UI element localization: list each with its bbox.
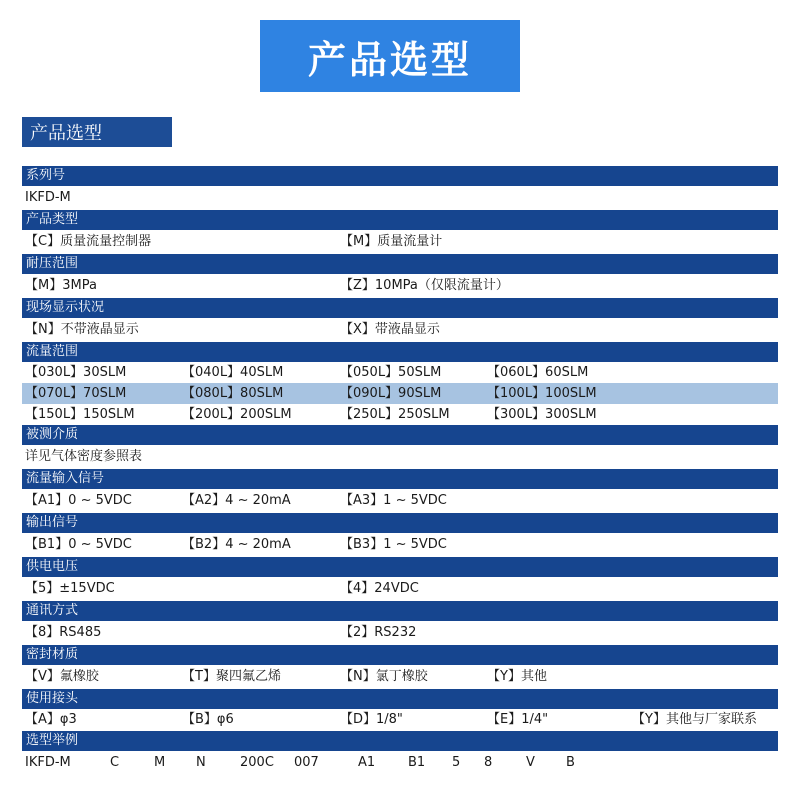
section-subtitle: 产品选型	[22, 117, 172, 147]
section-header: 供电电压	[22, 557, 778, 577]
section-header: 流量输入信号	[22, 469, 778, 489]
option-cell: 【B1】0 ~ 5VDC	[25, 537, 132, 552]
option-cell: 【Y】其他与厂家联系	[632, 712, 757, 727]
option-cell: 【Y】其他	[487, 669, 547, 684]
option-cell: 【A1】0 ~ 5VDC	[25, 493, 132, 508]
section-header: 现场显示状况	[22, 298, 778, 318]
section-header: 耐压范围	[22, 254, 778, 274]
option-row	[22, 665, 778, 689]
section-header: 流量范围	[22, 342, 778, 362]
option-cell: 【050L】50SLM	[340, 365, 442, 380]
section-header: 通讯方式	[22, 601, 778, 621]
option-cell: 【D】1/8"	[340, 712, 403, 727]
option-cell: C	[110, 755, 120, 770]
option-cell: 【300L】300SLM	[487, 407, 597, 422]
option-cell: 【V】氟橡胶	[25, 669, 99, 684]
option-cell: 【100L】100SLM	[487, 386, 597, 401]
option-row	[22, 577, 778, 601]
option-cell: 【150L】150SLM	[25, 407, 135, 422]
option-cell: 【X】带液晶显示	[340, 322, 440, 337]
option-cell: 【A】φ3	[25, 712, 77, 727]
option-cell: 【Z】10MPa（仅限流量计）	[340, 278, 509, 293]
option-cell: 007	[294, 755, 319, 770]
option-row	[22, 533, 778, 557]
section-header: 产品类型	[22, 210, 778, 230]
option-cell: 【060L】60SLM	[487, 365, 589, 380]
option-cell: 【250L】250SLM	[340, 407, 450, 422]
option-cell: 【B2】4 ~ 20mA	[182, 537, 291, 552]
option-row	[22, 230, 778, 254]
option-cell: 【5】±15VDC	[25, 581, 115, 596]
option-cell: 8	[484, 755, 493, 770]
option-row	[22, 362, 778, 383]
option-cell: 【030L】30SLM	[25, 365, 127, 380]
section-header: 使用接头	[22, 689, 778, 709]
selection-table	[22, 166, 778, 775]
option-row	[22, 186, 778, 210]
option-cell: IKFD-M	[25, 755, 71, 770]
option-cell: 【M】质量流量计	[340, 234, 443, 249]
option-cell: 【N】不带液晶显示	[25, 322, 139, 337]
banner-title: 产品选型	[260, 20, 520, 92]
option-row	[22, 489, 778, 513]
option-cell: 【2】RS232	[340, 625, 417, 640]
section-header: 系列号	[22, 166, 778, 186]
option-cell: IKFD-M	[25, 190, 71, 205]
option-row	[22, 318, 778, 342]
option-cell: 【C】质量流量控制器	[25, 234, 152, 249]
option-cell: 【B3】1 ~ 5VDC	[340, 537, 447, 552]
option-cell: 200C	[240, 755, 274, 770]
option-cell: 【E】1/4"	[487, 712, 549, 727]
option-row	[22, 621, 778, 645]
option-row	[22, 445, 778, 469]
option-cell: B	[566, 755, 575, 770]
option-cell: 5	[452, 755, 461, 770]
option-cell: 【A2】4 ~ 20mA	[182, 493, 291, 508]
section-header: 选型举例	[22, 731, 778, 751]
option-cell: 【M】3MPa	[25, 278, 97, 293]
option-cell: 【090L】90SLM	[340, 386, 442, 401]
option-cell: B1	[408, 755, 426, 770]
option-cell: 【070L】70SLM	[25, 386, 127, 401]
option-cell: 【040L】40SLM	[182, 365, 284, 380]
option-cell: 【8】RS485	[25, 625, 102, 640]
option-cell: M	[154, 755, 166, 770]
option-cell: 【N】氯丁橡胶	[340, 669, 428, 684]
option-row	[22, 751, 778, 775]
option-cell: 【4】24VDC	[340, 581, 419, 596]
option-cell: A1	[358, 755, 376, 770]
option-row	[22, 404, 778, 425]
option-row	[22, 709, 778, 731]
option-cell: N	[196, 755, 206, 770]
option-cell: V	[526, 755, 535, 770]
option-row	[22, 274, 778, 298]
option-cell: 【080L】80SLM	[182, 386, 284, 401]
option-cell: 【B】φ6	[182, 712, 234, 727]
option-cell: 详见气体密度参照表	[25, 449, 143, 464]
section-header: 被测介质	[22, 425, 778, 445]
section-header: 密封材质	[22, 645, 778, 665]
option-row	[22, 383, 778, 404]
section-header: 输出信号	[22, 513, 778, 533]
option-cell: 【A3】1 ~ 5VDC	[340, 493, 447, 508]
option-cell: 【200L】200SLM	[182, 407, 292, 422]
option-cell: 【T】聚四氟乙烯	[182, 669, 281, 684]
